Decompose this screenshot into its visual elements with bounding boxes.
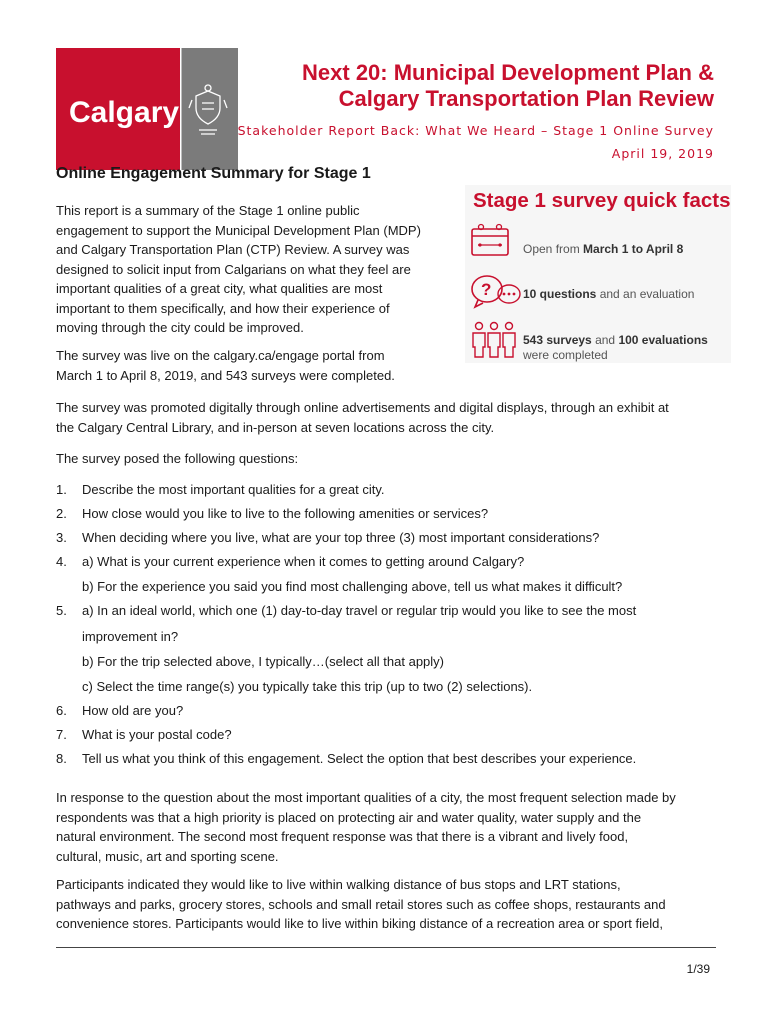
survey-live-paragraph: [56, 346, 456, 385]
question-number: 3.: [56, 530, 67, 545]
fact-open-prefix: Open from: [523, 242, 584, 256]
text-line: important qualities of a great city, what qualities are most: [56, 281, 383, 296]
text-line: Participants indicated they would like to live within walking distance of bus stops and LRT stations,: [56, 877, 621, 892]
text-line: and Calgary Transportation Plan (CTP) Review. A survey was: [56, 242, 410, 257]
quick-facts-panel: [465, 185, 731, 363]
question-text: improvement in?: [82, 629, 179, 644]
text-line: respondents was that a high priority is placed on protecting air and water quality, water supply and the: [56, 809, 642, 825]
question-text: How old are you?: [82, 703, 184, 718]
text-line: March 1 to April 8, 2019, and 543 surveys were completed.: [56, 367, 395, 383]
question-text: b) For the experience you said you find most challenging above, tell us what makes it difficult?: [82, 579, 623, 594]
question-number: 5.: [56, 603, 67, 618]
question-bubble-icon: [469, 273, 523, 309]
response-paragraph: [56, 788, 726, 866]
text-line: natural environment. The second most frequent response was that there is a vibrant and lively food,: [56, 829, 629, 844]
text-line: important to them specifically, and how their experience of: [56, 300, 390, 316]
people-group-icon: [469, 321, 519, 361]
text-line: moving through the city could be improved.: [56, 320, 304, 335]
fact-surveys-count: 543 surveys: [523, 333, 592, 347]
text-line: The survey was live on the calgary.ca/engage portal from: [56, 348, 385, 363]
intro-paragraph: [56, 201, 456, 338]
question-text: Tell us what you think of this engagement. Select the option that best describes your experience.: [82, 751, 637, 766]
question-number: 1.: [56, 482, 67, 497]
fact-completed: were completed: [523, 348, 608, 362]
report-title-line-2: Calgary Transportation Plan Review: [338, 86, 714, 111]
footer-divider: [56, 947, 716, 948]
question-text: c) Select the time range(s) you typically take this trip (up to two (2) selections).: [82, 679, 533, 694]
report-title-line-1: Next 20: Municipal Development Plan &: [302, 60, 714, 85]
text-line: designed to solicit input from Calgarians on what they feel are: [56, 261, 411, 277]
report-date: April 19, 2019: [611, 146, 714, 161]
promotion-paragraph: [56, 398, 726, 437]
text-line: pathways and parks, grocery stores, schools and small retail stores such as coffee shops, restaurants and: [56, 896, 666, 912]
fact-evaluations-count: 100 evaluations: [618, 333, 708, 347]
quick-facts-title: Stage 1 survey quick facts: [473, 189, 731, 212]
question-text: How close would you like to live to the following amenities or services?: [82, 506, 489, 521]
question-text: What is your postal code?: [82, 727, 232, 742]
participants-paragraph: [56, 875, 726, 934]
question-text: a) What is your current experience when it comes to getting around Calgary?: [82, 554, 525, 569]
question-text: b) For the trip selected above, I typically…(select all that apply): [82, 654, 444, 669]
svg-text:?: ?: [481, 280, 492, 299]
question-text: a) In an ideal world, which one (1) day-to-day travel or regular trip would you like to see the most: [82, 603, 637, 618]
text-line: The survey was promoted digitally through online advertisements and digital displays, through an exhibit at: [56, 400, 669, 415]
page-number: 1/39: [686, 962, 710, 976]
fact-surveys-and: and: [591, 333, 619, 347]
text-line: This report is a summary of the Stage 1 online public: [56, 203, 360, 218]
text-line: the Calgary Central Library, and in-person at seven locations across the city.: [56, 419, 495, 435]
fact-open-range: March 1 to April 8: [583, 242, 684, 256]
logo-wordmark: Calgary: [69, 96, 180, 129]
text-line: convenience stores. Participants would like to live within biking distance of a recreation area or sport field,: [56, 916, 663, 931]
text-line: In response to the question about the most important qualities of a city, the most frequent selection made by: [56, 790, 676, 805]
fact-surveys: [523, 333, 708, 348]
text-line: cultural, music, art and sporting scene.: [56, 848, 279, 864]
question-text: Describe the most important qualities for a great city.: [82, 482, 385, 497]
question-number: 2.: [56, 506, 67, 521]
fact-questions-suffix: and an evaluation: [596, 287, 695, 301]
questions-intro: The survey posed the following questions:: [56, 451, 299, 466]
report-subtitle: Stakeholder Report Back: What We Heard – Stage 1 Online Survey: [237, 123, 714, 138]
text-line: engagement to support the Municipal Development Plan (MDP): [56, 222, 421, 238]
fact-open-dates: [523, 242, 683, 257]
question-number: 8.: [56, 751, 67, 766]
section-heading: Online Engagement Summary for Stage 1: [56, 165, 371, 182]
calendar-icon: [469, 223, 511, 257]
question-number: 7.: [56, 727, 67, 742]
question-number: 4.: [56, 554, 67, 569]
question-text: When deciding where you live, what are your top three (3) most important considerations?: [82, 530, 600, 545]
calgary-logo: [56, 48, 238, 170]
fact-questions: [523, 287, 694, 302]
fact-questions-count: 10 questions: [523, 287, 597, 301]
question-number: 6.: [56, 703, 67, 718]
